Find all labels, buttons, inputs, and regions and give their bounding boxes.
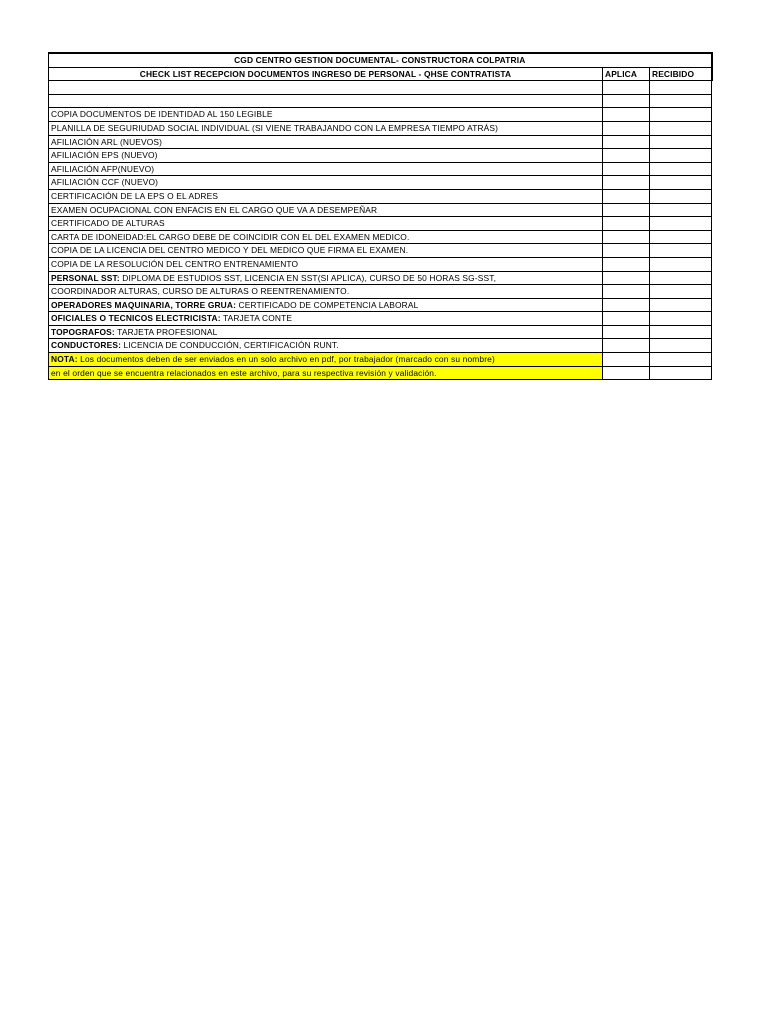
item-text: AFILIACIÓN CCF (NUEVO) bbox=[51, 177, 159, 188]
category-label: OFICIALES O TECNICOS ELECTRICISTA: bbox=[51, 313, 221, 324]
blank-row bbox=[49, 94, 712, 108]
item-text: TARJETA PROFESIONAL bbox=[114, 326, 218, 337]
description-cell bbox=[49, 325, 603, 339]
aplica-cell[interactable] bbox=[603, 244, 650, 258]
recibido-cell[interactable] bbox=[650, 81, 712, 95]
recibido-cell[interactable] bbox=[650, 230, 712, 244]
table-row bbox=[49, 271, 712, 285]
item-text: AFILIACIÓN ARL (NUEVOS) bbox=[51, 136, 163, 147]
aplica-cell[interactable] bbox=[603, 162, 650, 176]
note-text: en el orden que se encuentra relacionados en este archivo, para su respectiva revisión y validación. bbox=[51, 367, 437, 378]
aplica-cell[interactable] bbox=[603, 121, 650, 135]
item-text: TARJETA CONTE bbox=[220, 313, 293, 324]
aplica-cell[interactable] bbox=[603, 325, 650, 339]
item-text: COPIA DE LA RESOLUCIÓN DEL CENTRO ENTRENAMIENTO bbox=[51, 258, 299, 269]
note-row bbox=[49, 353, 712, 367]
note-cell bbox=[49, 366, 603, 380]
description-cell bbox=[49, 162, 603, 176]
recibido-cell[interactable] bbox=[650, 149, 712, 163]
description-cell bbox=[49, 121, 603, 135]
table-row bbox=[49, 189, 712, 203]
recibido-cell[interactable] bbox=[650, 366, 712, 380]
table-row bbox=[49, 135, 712, 149]
description-cell bbox=[49, 339, 603, 353]
description-cell bbox=[49, 244, 603, 258]
recibido-cell[interactable] bbox=[650, 339, 712, 353]
aplica-cell[interactable] bbox=[603, 285, 650, 299]
recibido-cell[interactable] bbox=[650, 298, 712, 312]
description-cell bbox=[49, 230, 603, 244]
item-text: COORDINADOR ALTURAS, CURSO DE ALTURAS O REENTRENAMIENTO. bbox=[51, 286, 350, 297]
sheet-title: CGD CENTRO GESTION DOCUMENTAL- CONSTRUCTORA COLPATRIA bbox=[49, 53, 712, 67]
blank-row bbox=[49, 81, 712, 95]
description-cell bbox=[49, 135, 603, 149]
item-text: CARTA DE IDONEIDAD:EL CARGO DEBE DE COINCIDIR CON EL DEL EXAMEN MEDICO. bbox=[51, 231, 410, 242]
aplica-cell[interactable] bbox=[603, 176, 650, 190]
table-row bbox=[49, 298, 712, 312]
table-row bbox=[49, 162, 712, 176]
note-cell bbox=[49, 353, 603, 367]
description-cell bbox=[49, 81, 603, 95]
description-cell bbox=[49, 94, 603, 108]
checklist-table bbox=[48, 52, 713, 380]
aplica-cell[interactable] bbox=[603, 257, 650, 271]
table-row bbox=[49, 285, 712, 299]
table-row bbox=[49, 325, 712, 339]
description-cell bbox=[49, 257, 603, 271]
header-row bbox=[49, 67, 712, 81]
recibido-cell[interactable] bbox=[650, 217, 712, 231]
recibido-cell[interactable] bbox=[650, 108, 712, 122]
aplica-cell[interactable] bbox=[603, 271, 650, 285]
column-header-recibido: RECIBIDO bbox=[650, 67, 712, 81]
description-cell bbox=[49, 312, 603, 326]
note-text: Los documentos deben de ser enviados en un solo archivo en pdf, por trabajador (marcado con su nombre) bbox=[77, 354, 495, 365]
item-text: DIPLOMA DE ESTUDIOS SST, LICENCIA EN SST(SI APLICA), CURSO DE 50 HORAS SG-SST, bbox=[119, 272, 497, 283]
description-cell bbox=[49, 217, 603, 231]
description-cell bbox=[49, 271, 603, 285]
aplica-cell[interactable] bbox=[603, 94, 650, 108]
item-text: LICENCIA DE CONDUCCIÓN, CERTIFICACIÓN RUNT. bbox=[121, 340, 339, 351]
table-row bbox=[49, 312, 712, 326]
table-row bbox=[49, 217, 712, 231]
category-label: CONDUCTORES: bbox=[51, 340, 122, 351]
description-cell bbox=[49, 285, 603, 299]
aplica-cell[interactable] bbox=[603, 353, 650, 367]
aplica-cell[interactable] bbox=[603, 189, 650, 203]
aplica-cell[interactable] bbox=[603, 312, 650, 326]
description-cell bbox=[49, 149, 603, 163]
description-cell bbox=[49, 203, 603, 217]
table-row bbox=[49, 257, 712, 271]
note-label: NOTA: bbox=[51, 354, 78, 365]
item-text: CERTIFICADO DE ALTURAS bbox=[51, 218, 165, 229]
recibido-cell[interactable] bbox=[650, 312, 712, 326]
aplica-cell[interactable] bbox=[603, 81, 650, 95]
table-row bbox=[49, 176, 712, 190]
sheet-subtitle: CHECK LIST RECEPCION DOCUMENTOS INGRESO DE PERSONAL - QHSE CONTRATISTA bbox=[49, 67, 603, 81]
recibido-cell[interactable] bbox=[650, 162, 712, 176]
recibido-cell[interactable] bbox=[650, 189, 712, 203]
recibido-cell[interactable] bbox=[650, 244, 712, 258]
table-row bbox=[49, 244, 712, 258]
table-row bbox=[49, 149, 712, 163]
recibido-cell[interactable] bbox=[650, 94, 712, 108]
recibido-cell[interactable] bbox=[650, 121, 712, 135]
description-cell bbox=[49, 108, 603, 122]
item-text: AFILIACIÓN EPS (NUEVO) bbox=[51, 150, 158, 161]
aplica-cell[interactable] bbox=[603, 217, 650, 231]
note-row bbox=[49, 366, 712, 380]
recibido-cell[interactable] bbox=[650, 257, 712, 271]
recibido-cell[interactable] bbox=[650, 271, 712, 285]
description-cell bbox=[49, 298, 603, 312]
description-cell bbox=[49, 176, 603, 190]
recibido-cell[interactable] bbox=[650, 325, 712, 339]
aplica-cell[interactable] bbox=[603, 366, 650, 380]
recibido-cell[interactable] bbox=[650, 285, 712, 299]
recibido-cell[interactable] bbox=[650, 135, 712, 149]
table-row bbox=[49, 121, 712, 135]
aplica-cell[interactable] bbox=[603, 298, 650, 312]
recibido-cell[interactable] bbox=[650, 353, 712, 367]
title-row bbox=[49, 53, 712, 67]
item-text: AFILIACIÓN AFP(NUEVO) bbox=[51, 163, 155, 174]
category-label: TOPOGRAFOS: bbox=[51, 326, 115, 337]
item-text: EXAMEN OCUPACIONAL CON ENFACIS EN EL CARGO QUE VA A DESEMPEÑAR bbox=[51, 204, 378, 215]
aplica-cell[interactable] bbox=[603, 135, 650, 149]
aplica-cell[interactable] bbox=[603, 108, 650, 122]
item-text: COPIA DOCUMENTOS DE IDENTIDAD AL 150 LEGIBLE bbox=[51, 109, 273, 120]
aplica-cell[interactable] bbox=[603, 339, 650, 353]
category-label: OPERADORES MAQUINARIA, TORRE GRUA: bbox=[51, 299, 237, 310]
table-row bbox=[49, 230, 712, 244]
table-row bbox=[49, 108, 712, 122]
item-text: CERTIFICACIÓN DE LA EPS O EL ADRES bbox=[51, 190, 219, 201]
column-header-aplica: APLICA bbox=[603, 67, 650, 81]
aplica-cell[interactable] bbox=[603, 230, 650, 244]
item-text: PLANILLA DE SEGURIUDAD SOCIAL INDIVIDUAL (SI VIENE TRABAJANDO CON LA EMPRESA TIEMPO ATRÁS) bbox=[51, 122, 499, 133]
description-cell bbox=[49, 189, 603, 203]
table-row bbox=[49, 203, 712, 217]
recibido-cell[interactable] bbox=[650, 203, 712, 217]
aplica-cell[interactable] bbox=[603, 203, 650, 217]
recibido-cell[interactable] bbox=[650, 176, 712, 190]
category-label: PERSONAL SST: bbox=[51, 272, 120, 283]
aplica-cell[interactable] bbox=[603, 149, 650, 163]
item-text: COPIA DE LA LICENCIA DEL CENTRO MEDICO Y DEL MEDICO QUE FIRMA EL EXAMEN. bbox=[51, 245, 409, 256]
item-text: CERTIFICADO DE COMPETENCIA LABORAL bbox=[236, 299, 419, 310]
table-row bbox=[49, 339, 712, 353]
